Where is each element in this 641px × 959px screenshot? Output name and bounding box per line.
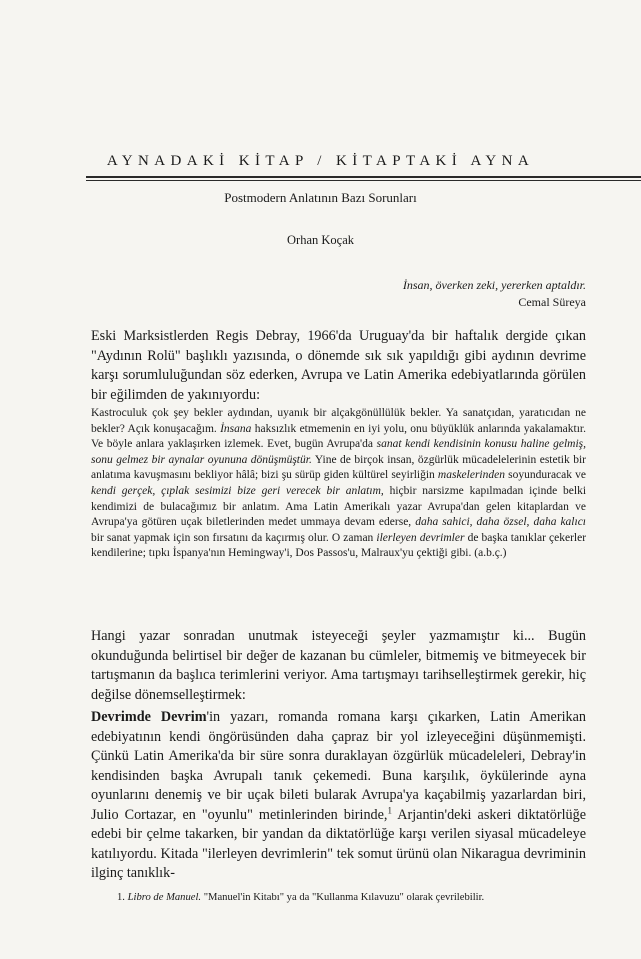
header-rule-thin bbox=[86, 180, 641, 181]
quote-text: hiçbir narsizme kapılmadan içinde belki kendimizi de bulacağımız bir anlatım. Ama Latin Amerikalı yazar Avrupa'dan gelen kitaplardan ve Avrupa'ya götüren uçak biletlerinden medet ummaya devam ederse, bbox=[91, 484, 587, 529]
paragraph-1: Eski Marksistlerden Regis Debray, 1966'da Uruguay'da bir haftalık dergide çıkan "Aydının Rolü" başlıklı yazısında, o dönemde sık sık yapıldığı gibi aydının devrime karşı sorumluluğundan söz ederken, Avrupa ve Latin Amerika edebiyatlarında görülen bir eğilimden de yakınıyordu: bbox=[91, 328, 586, 403]
quote-emphasis: kendi gerçek, çıplak sesimizi bize geri verecek bir anlatım, bbox=[91, 484, 384, 497]
epigraph-attribution: Cemal Süreya bbox=[518, 295, 586, 309]
running-title: AYNADAKİ KİTAP / KİTAPTAKİ AYNA bbox=[106, 153, 535, 169]
paragraph-text: 'in yazarı, romanda romana karşı çıkarken, Latin Amerikan edebiyatının kendi öngörüsünden daha çapraz bir yol izleyeceğini düşünmemişti. Çünkü Latin Amerika'da bir süre sonra duraklayan özgürlük mücadeleleri, Debray'in kendisinden başka Avrupalı tanık çekemedi. Buna karşılık, öykülerinde ayna oyunlarını denemiş ve bir uçak bileti bularak Avrupa'ya kaçabilmiş yazarlardan biri, Julio Cortazar, en "oyunlu" metinlerinden birinde, bbox=[91, 709, 586, 823]
footnote-text: "Manuel'in Kitabı" ya da "Kullanma Kılavuzu" olarak çevrilebilir. bbox=[203, 892, 485, 903]
epigraph-quote: İnsan, överken zeki, yererken aptaldır. bbox=[402, 278, 586, 292]
footnote-book-title: Libro de Manuel. bbox=[127, 892, 202, 903]
quote-emphasis: maskelerinden bbox=[437, 469, 505, 482]
paragraph-text: Arjantin'deki askeri diktatörlüğe edebi bir çelme takarken, bir yandan da diktatörlüğe karşı verilen siyasal mücadeleye katılıyordu. Kitada "ilerleyen devrimlerin" tek somut ürünü olan Nikaragua devriminin ilginç tanıklık- bbox=[91, 806, 586, 881]
footnote-reference: 1 bbox=[387, 804, 392, 815]
quote-text: Kastroculuk çok şey bekler aydından, uyanık bir alçakgönüllülük bekler. Ya sanatçıdan, yaratıcıdan ne bekler? Açık konuşacağım. bbox=[91, 407, 586, 435]
quote-emphasis: ilerleyen devrimler bbox=[376, 531, 465, 544]
quote-emphasis: sanat kendi kendisinin konusu haline gelmiş, sonu gelmez bir aynalar oyununa dönüşmüştür. bbox=[91, 438, 586, 466]
paragraph-3 bbox=[91, 708, 586, 884]
paragraph-2: Hangi yazar sonradan unutmak isteyeceği şeyler yazmamıştır ki... Bugün okunduğunda belirtisel bir değer de kazanan bu cümleler, bitmemiş ve bitmeyecek bir tartışmanın da başlıca terimlerini veriyor. Ama tartışmayı tarihselleştirmek gerekir, hiç değilse dönemselleştirmek: bbox=[91, 628, 586, 703]
quote-text: soyunduracak ve bbox=[508, 469, 586, 482]
quote-text: haksızlık etmemenin en iyi yolu, onu büyüklük anlarında yakalamaktır. Ve böyle anlara yaklaşırken izlemek. Evet, bugün Avrupa'da bbox=[91, 422, 586, 451]
footnote bbox=[117, 892, 484, 903]
article-title: Postmodern Anlatının Bazı Sorunları bbox=[224, 190, 417, 205]
article-author: Orhan Koçak bbox=[287, 233, 354, 247]
footnote-number: 1. bbox=[117, 892, 125, 903]
quote-emphasis: daha sahici, daha özsel, daha kalıcı bbox=[415, 516, 586, 529]
quote-text: Yine de birçok insan, özgürlük mücadelelerinin estetik bir anlatıma kavuşmasını bekliyor hâlâ; bizi şu sürüp giden kültürel seyirliğin bbox=[91, 453, 586, 482]
quote-emphasis: İnsana bbox=[220, 422, 252, 435]
epigraph bbox=[403, 277, 586, 311]
book-title-emphasis: Devrimde Devrim bbox=[91, 709, 207, 725]
quote-text: de başka tanıklar çekerler kendilerine; tıpkı İspanya'nın Hemingway'i, Dos Passos'u, Malraux'yu çektiği gibi. (a.b.ç.) bbox=[91, 531, 587, 560]
header-rule-thick bbox=[86, 176, 641, 178]
block-quote bbox=[91, 406, 586, 562]
quote-text: bir sanat yapmak için son fırsatını da kaçırmış olur. O zaman bbox=[91, 531, 374, 544]
